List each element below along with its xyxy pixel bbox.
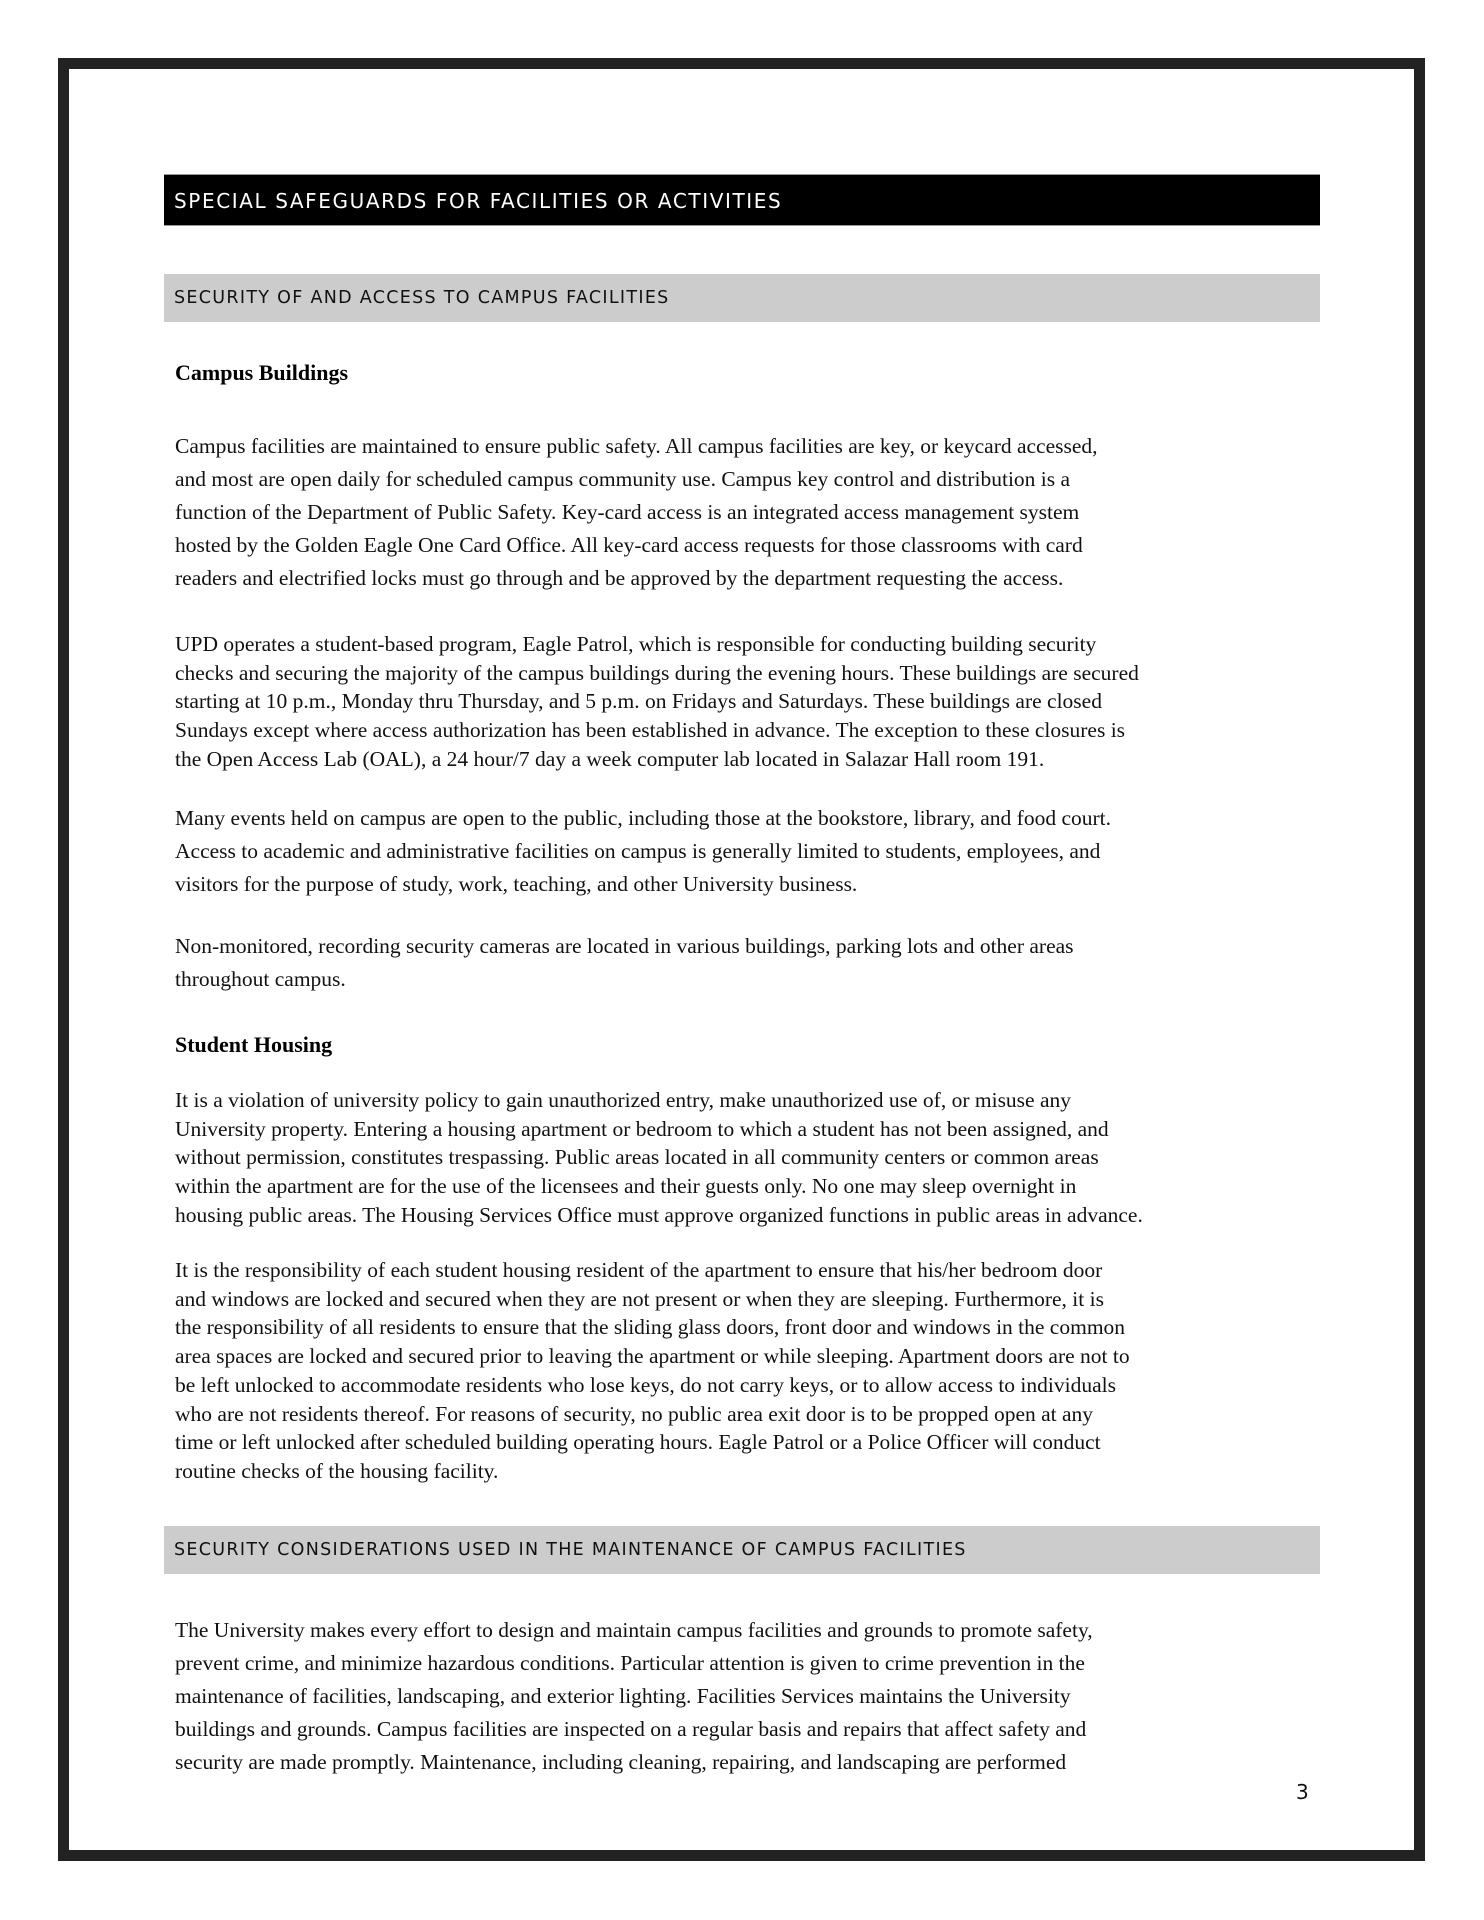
text-line: time or left unlocked after scheduled building operating hours. Eagle Patrol or a Police Officer will conduct [175,1430,1101,1455]
text-line: checks and securing the majority of the campus buildings during the evening hours. These buildings are secured [175,660,1139,685]
text-line: within the apartment are for the use of the licensees and their guests only. No one may sleep overnight in [175,1174,1077,1199]
paragraph-housing-policy [175,1086,1335,1230]
text-line: hosted by the Golden Eagle One Card Office. All key-card access requests for those classrooms with card [175,533,1083,557]
text-line: The University makes every effort to design and maintain campus facilities and grounds to promote safety, [175,1618,1093,1642]
text-line: UPD operates a student-based program, Eagle Patrol, which is responsible for conducting building security [175,632,1097,656]
paragraph-campus-facilities [175,430,1335,595]
text-line: prevent crime, and minimize hazardous conditions. Particular attention is given to crime prevention in the [175,1651,1085,1675]
text-line: be left unlocked to accommodate residents who lose keys, do not carry keys, or to allow access to individuals [175,1372,1116,1397]
subsection-header-maintenance: SECURITY CONSIDERATIONS USED IN THE MAINTENANCE OF CAMPUS FACILITIES [164,1526,1320,1574]
text-line: Access to academic and administrative facilities on campus is generally limited to students, employees, and [175,839,1101,863]
text-line: maintenance of facilities, landscaping, and exterior lighting. Facilities Services maintains the University [175,1684,1071,1708]
text-line: routine checks of the housing facility. [175,1458,499,1483]
text-line: throughout campus. [175,967,346,991]
paragraph-maintenance [175,1614,1335,1779]
text-line: security are made promptly. Maintenance, including cleaning, repairing, and landscaping are performed [175,1750,1067,1774]
text-line: University property. Entering a housing apartment or bedroom to which a student has not been assigned, and [175,1116,1109,1141]
text-line: starting at 10 p.m., Monday thru Thursday, and 5 p.m. on Fridays and Saturdays. These buildings are closed [175,689,1102,714]
text-line: the responsibility of all residents to ensure that the sliding glass doors, front door and windows in the common [175,1315,1126,1340]
heading-campus-buildings: Campus Buildings [175,360,349,385]
text-line: Many events held on campus are open to the public, including those at the bookstore, library, and food court. [175,806,1112,830]
text-line: It is the responsibility of each student housing resident of the apartment to ensure that his/her bedroom door [175,1258,1103,1282]
paragraph-eagle-patrol [175,630,1335,774]
subsection-header-access: SECURITY OF AND ACCESS TO CAMPUS FACILITIES [164,274,1320,322]
text-line: function of the Department of Public Safety. Key-card access is an integrated access management system [175,500,1080,524]
text-line: without permission, constitutes trespassing. Public areas located in all community centers or common areas [175,1145,1099,1170]
text-line: visitors for the purpose of study, work, teaching, and other University business. [175,872,858,896]
text-line: It is a violation of university policy to gain unauthorized entry, make unauthorized use of, or misuse any [175,1088,1072,1112]
text-line: buildings and grounds. Campus facilities are inspected on a regular basis and repairs that affect safety and [175,1717,1087,1741]
text-line: Non-monitored, recording security cameras are located in various buildings, parking lots and other areas [175,934,1074,958]
text-line: Campus facilities are maintained to ensure public safety. All campus facilities are key, or keycard accessed, [175,434,1098,458]
heading-student-housing: Student Housing [175,1032,333,1057]
text-line: who are not residents thereof. For reasons of security, no public area exit door is to be propped open at any [175,1401,1094,1426]
text-line: area spaces are locked and secured prior to leaving the apartment or while sleeping. Apartment doors are not to [175,1344,1130,1369]
text-line: and most are open daily for scheduled campus community use. Campus key control and distribution is a [175,467,1071,491]
section-header: SPECIAL SAFEGUARDS FOR FACILITIES OR ACTIVITIES [164,174,1320,226]
paragraph-public-events [175,802,1335,901]
text-line: housing public areas. The Housing Services Office must approve organized functions in public areas in advance. [175,1202,1143,1227]
paragraph-resident-responsibility [175,1256,1335,1486]
text-line: readers and electrified locks must go through and be approved by the department requesting the access. [175,566,1064,590]
page-number: 3 [1296,1780,1309,1804]
paragraph-security-cameras [175,930,1335,996]
text-line: Sundays except where access authorization has been established in advance. The exception to these closures is [175,718,1126,743]
text-line: the Open Access Lab (OAL), a 24 hour/7 day a week computer lab located in Salazar Hall room 191. [175,746,1045,771]
text-line: and windows are locked and secured when they are not present or when they are sleeping. Furthermore, it is [175,1286,1104,1311]
